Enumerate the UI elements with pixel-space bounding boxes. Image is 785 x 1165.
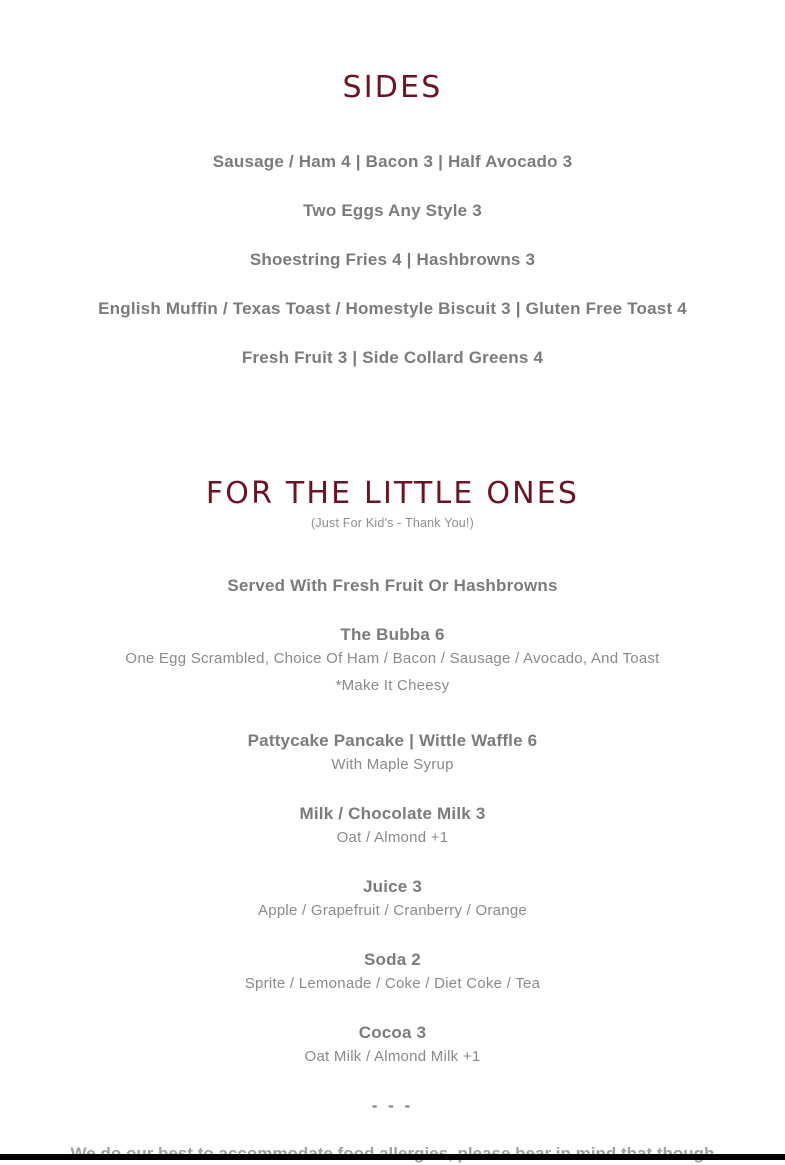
- kids-item-name: Juice 3: [362, 877, 423, 896]
- kids-item-desc: Apple / Grapefruit / Cranberry / Orange: [257, 902, 528, 919]
- kids-item-name: The Bubba 6: [340, 625, 445, 644]
- kids-served-with: Served With Fresh Fruit Or Hashbrowns: [227, 576, 558, 595]
- sides-item-fruit-greens: Fresh Fruit 3 | Side Collard Greens 4: [241, 348, 544, 367]
- kids-item-desc: Oat / Almond +1: [336, 829, 449, 846]
- kids-item-extra: *Make It Cheesy: [335, 677, 450, 694]
- kids-item-name: Cocoa 3: [358, 1023, 427, 1042]
- section-separator: - - -: [371, 1096, 414, 1115]
- kids-section-title: FOR THE LITTLE ONES: [205, 476, 580, 511]
- sides-item-breads: English Muffin / Texas Toast / Homestyle Biscuit 3 | Gluten Free Toast 4: [98, 299, 687, 318]
- kids-item-desc: Oat Milk / Almond Milk +1: [304, 1048, 481, 1065]
- kids-item-name: Soda 2: [364, 950, 421, 969]
- sides-item-meats: Sausage / Ham 4 | Bacon 3 | Half Avocado 3: [212, 152, 573, 171]
- sides-item-eggs: Two Eggs Any Style 3: [303, 201, 482, 220]
- kids-section-subtitle: (Just For Kid's - Thank You!): [311, 516, 474, 530]
- kids-item-name: Pattycake Pancake | Wittle Waffle 6: [247, 731, 538, 750]
- sides-item-potatoes: Shoestring Fries 4 | Hashbrowns 3: [249, 250, 536, 269]
- kids-item-name: Milk / Chocolate Milk 3: [299, 804, 486, 823]
- kids-item-desc: One Egg Scrambled, Choice Of Ham / Bacon / Sausage / Avocado, And Toast: [125, 650, 660, 667]
- kids-item-desc: Sprite / Lemonade / Coke / Diet Coke / Tea: [244, 975, 541, 992]
- sides-title: SIDES: [342, 70, 443, 105]
- kids-item-desc: With Maple Syrup: [331, 756, 454, 773]
- bottom-bar: [0, 1154, 785, 1160]
